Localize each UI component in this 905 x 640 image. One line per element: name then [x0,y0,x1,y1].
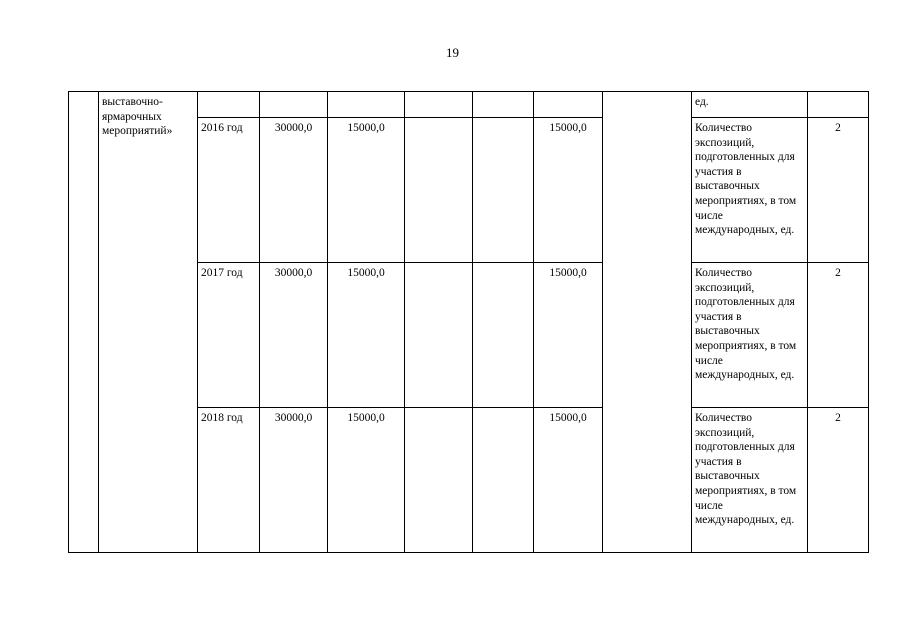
measures-table [68,91,869,553]
table-cell [405,92,473,118]
index-cell [69,92,99,553]
table-cell [808,92,869,118]
indicator-value-cell: 2 [808,263,869,408]
table-cell [405,118,473,263]
table-cell [473,263,534,408]
table-cell [405,408,473,553]
year-cell: 2017 год [198,263,260,408]
total-cell: 30000,0 [260,408,328,553]
indicator-value-cell: 2 [808,118,869,263]
table-cell [473,408,534,553]
table-cell [473,92,534,118]
indicator-unit-cell: ед. [692,92,808,118]
amount-cell: 15000,0 [328,118,405,263]
indicator-cell: Количество экспозиций, подготовленных для участия в выставочных мероприятиях, в том числе международных, ед. [692,408,808,553]
page-number: 19 [446,45,459,60]
indicator-cell: Количество экспозиций, подготовленных для участия в выставочных мероприятиях, в том числе международных, ед. [692,263,808,408]
total-cell: 30000,0 [260,263,328,408]
table-cell [534,92,603,118]
table-cell [405,263,473,408]
table-cell [260,92,328,118]
year-cell: 2016 год [198,118,260,263]
event-name-cell: выставочно-ярмарочных мероприятий» [99,92,198,553]
table-cell [328,92,405,118]
table-cell [198,92,260,118]
total-cell: 30000,0 [260,118,328,263]
indicator-cell: Количество экспозиций, подготовленных для участия в выставочных мероприятиях, в том числе международных, ед. [692,118,808,263]
amount-cell: 15000,0 [328,408,405,553]
amount-cell: 15000,0 [534,118,603,263]
table-cell [473,118,534,263]
amount-cell: 15000,0 [534,263,603,408]
indicator-value-cell: 2 [808,408,869,553]
year-cell: 2018 год [198,408,260,553]
table-row [69,92,869,118]
amount-cell: 15000,0 [534,408,603,553]
amount-cell: 15000,0 [328,263,405,408]
executor-cell [603,92,692,553]
